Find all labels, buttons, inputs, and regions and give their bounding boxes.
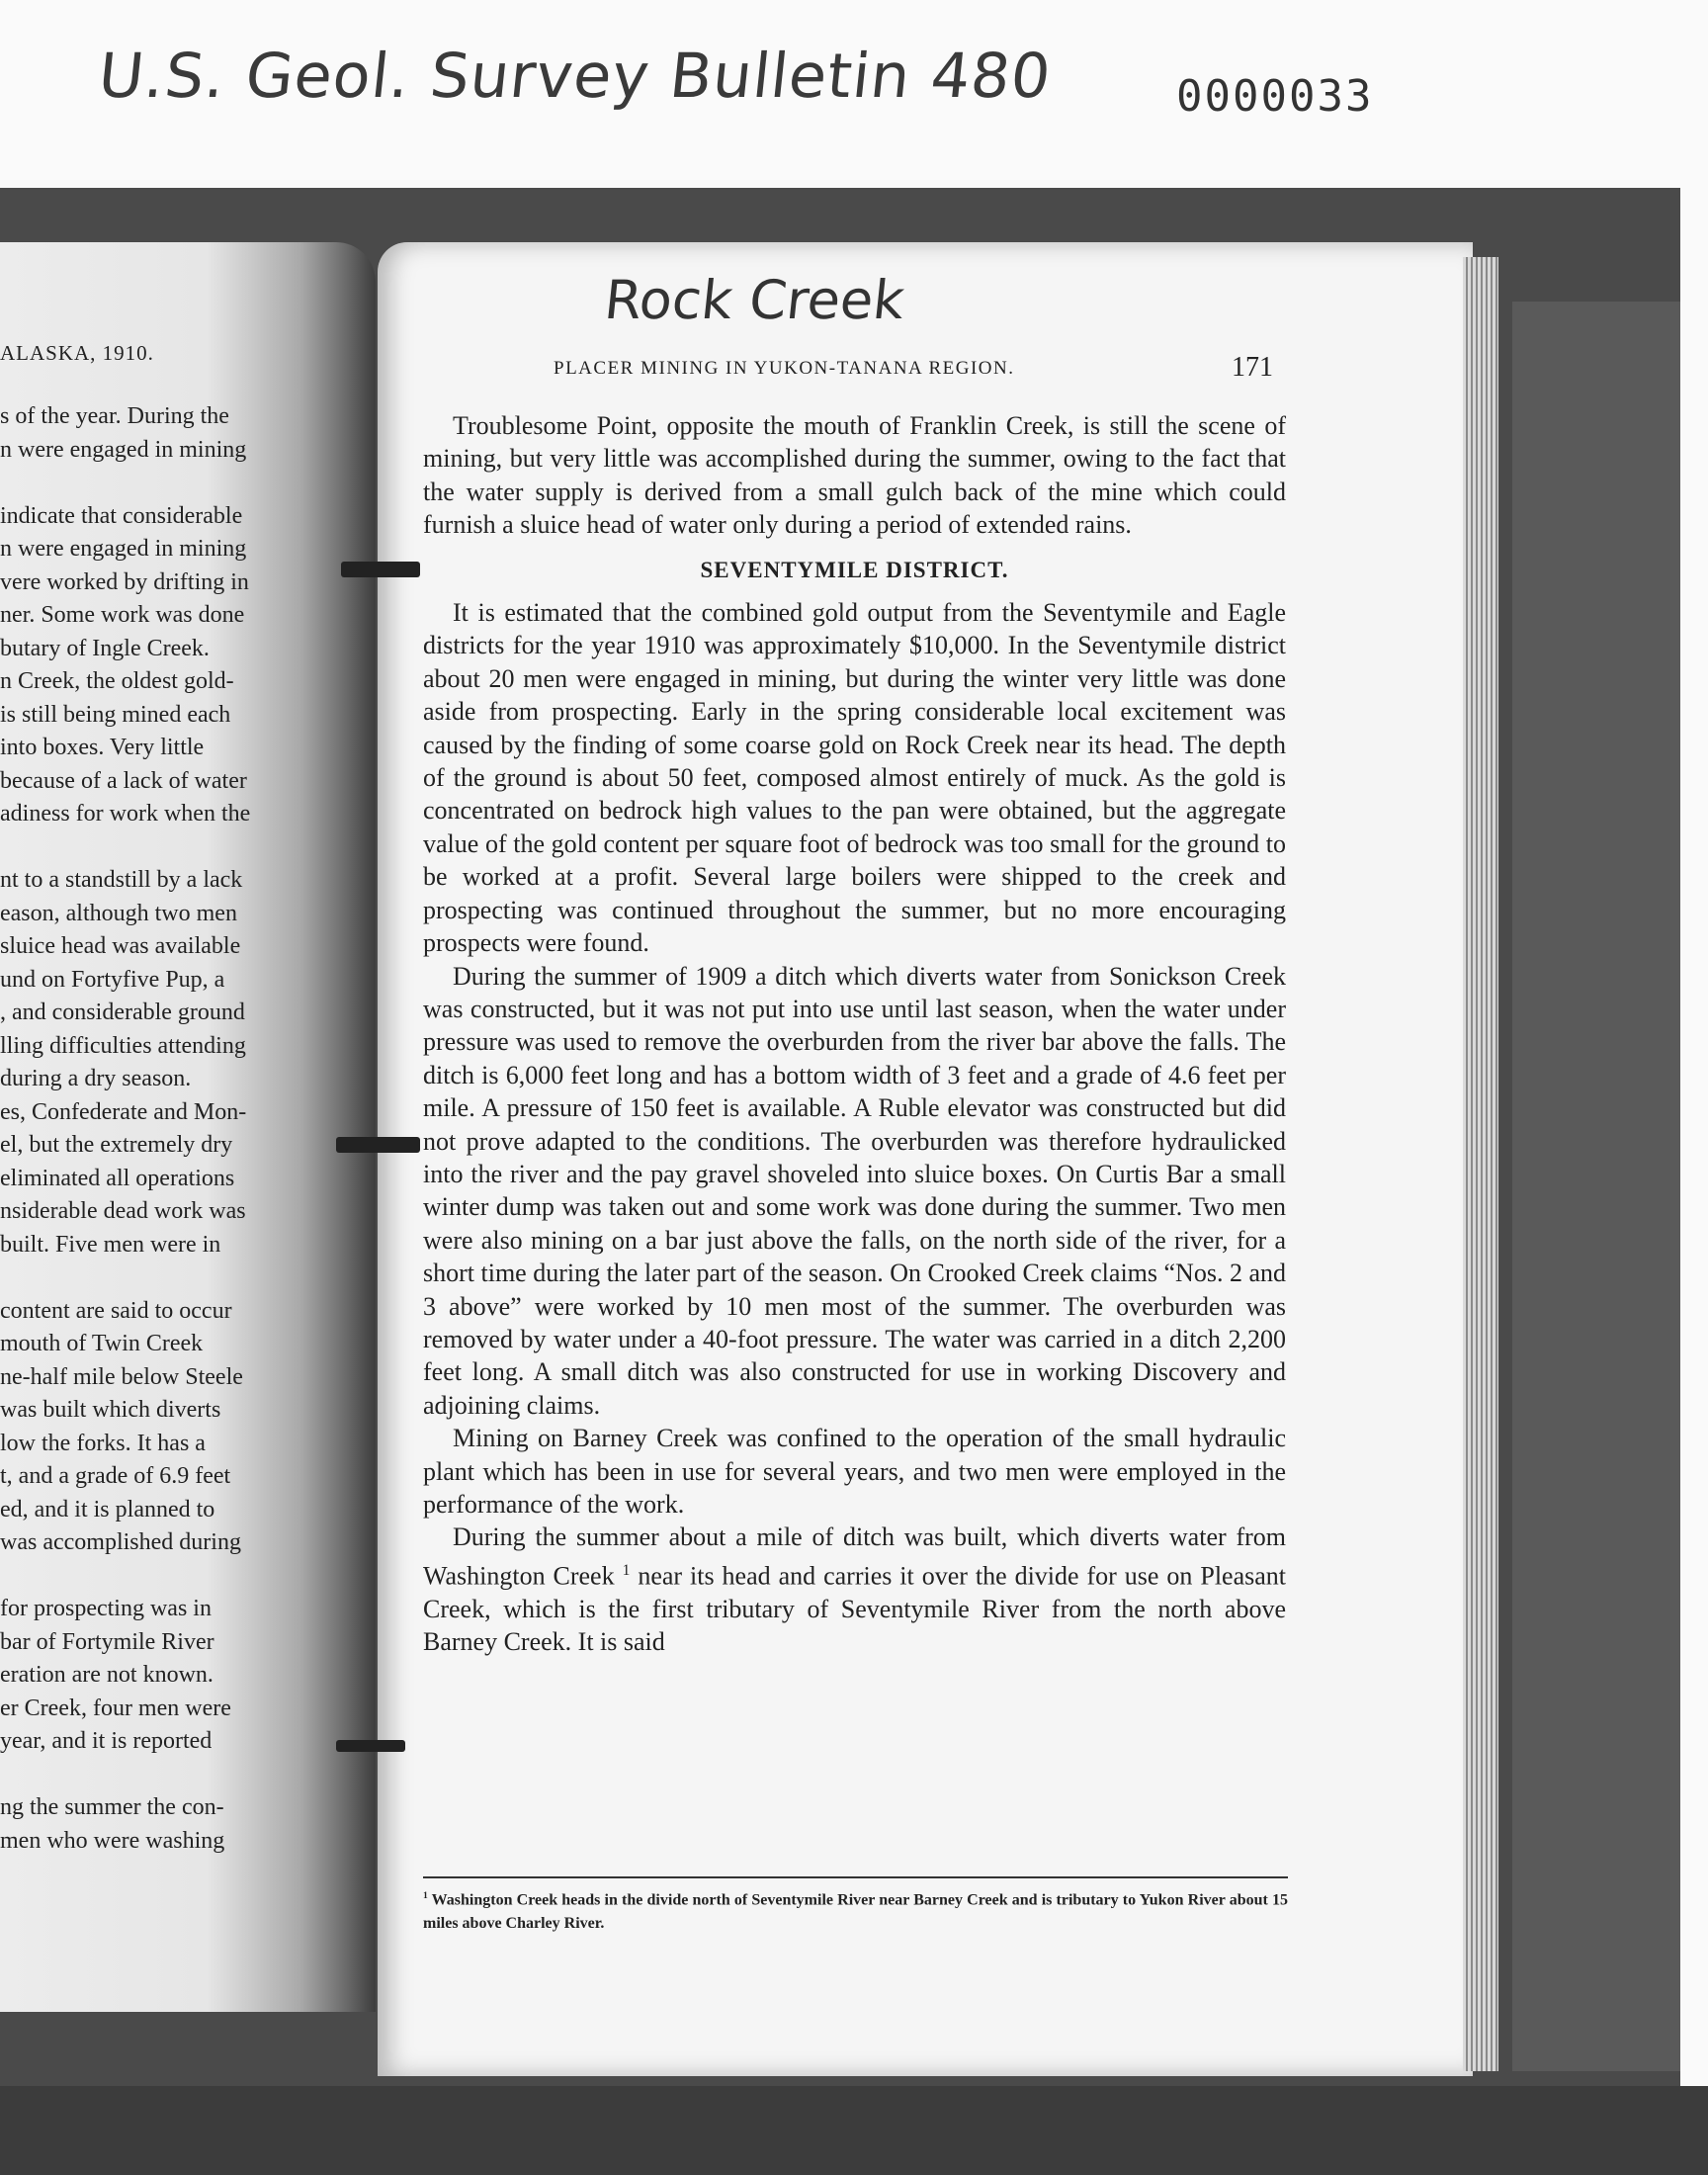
paragraph-1: It is estimated that the combined gold output from the Seventymile and Eagle districts for the year 1910 was approximately $10,000. In the Seventymile district about 20 men were engaged in mining, but during the winter very little was done aside from prospecting. Early in the spring considerable local excitement was caused by the finding of some coarse gold on Rock Creek near its head. The depth of the ground is about 50 feet, composed almost entirely of muck. As the gold is concentrated on bedrock high values to the pan were obtained, but the aggregate value of the gold content per square foot of bedrock was too small for the ground to be worked at a profit. Several large boilers were shipped to the creek and prospecting was continued throughout the summer, but no more encouraging prospects were found. bbox=[423, 598, 1286, 958]
left-page-line: vere worked by drifting in bbox=[0, 568, 249, 595]
footnote-marker: 1 bbox=[423, 1890, 428, 1901]
left-page-line bbox=[0, 1262, 336, 1295]
page-body bbox=[423, 409, 1286, 1659]
left-page-line: low the forks. It has a bbox=[0, 1430, 206, 1456]
footnote-ref: 1 bbox=[622, 1561, 631, 1579]
handwritten-page-title: Rock Creek bbox=[601, 269, 908, 331]
left-page-line: ed, and it is planned to bbox=[0, 1496, 215, 1522]
paragraph-2: During the summer of 1909 a ditch which diverts water from Sonickson Creek was constructed, but it was not put into use until last season, when the water under pressure was used to remove the overburden from the river bar above the falls. The ditch is 6,000 feet long and has a bottom width of 3 feet and a grade of 4.6 feet per mile. A pressure of 150 feet is available. A Ruble elevator was constructed but did not prove adapted to the conditions. The overburden was therefore hydraulicked into the river and the pay gravel shoveled into sluice boxes. On Curtis Bar a small winter dump was taken out and some work was done during the summer. Two men were also mining on a bar just above the falls, on the north side of the river, for a short time during the later part of the season. On Crooked Creek claims “Nos. 2 and 3 above” were worked by 10 men most of the summer. The overburden was removed by water under a 40-foot pressure. The water was carried in a ditch 2,200 feet long. A small ditch was also constructed for use in working Discovery and adjoining claims. bbox=[423, 961, 1286, 1420]
stamp-number: 0000033 bbox=[1176, 71, 1374, 122]
left-page-line: eason, although two men bbox=[0, 900, 237, 926]
left-page-line: bar of Fortymile River bbox=[0, 1628, 214, 1655]
left-page-line: was built which diverts bbox=[0, 1397, 221, 1423]
footnote bbox=[423, 1884, 1288, 1936]
left-page-line: is still being mined each bbox=[0, 701, 231, 728]
section-heading: SEVENTYMILE DISTRICT. bbox=[700, 557, 1009, 582]
paragraph-4 bbox=[423, 1521, 1286, 1658]
left-page-line bbox=[0, 467, 336, 500]
left-page-line: und on Fortyfive Pup, a bbox=[0, 966, 225, 993]
left-page-line: er Creek, four men were bbox=[0, 1695, 231, 1721]
left-page-line: ne-half mile below Steele bbox=[0, 1363, 243, 1390]
left-page-line: ner. Some work was done bbox=[0, 602, 245, 628]
page-number: 171 bbox=[1232, 352, 1273, 383]
left-running-head: ALASKA, 1910. bbox=[0, 341, 154, 365]
binding-clip bbox=[341, 562, 420, 577]
left-page-text bbox=[0, 400, 336, 1858]
left-page-line bbox=[0, 831, 336, 865]
left-page-line: content are said to occur bbox=[0, 1297, 232, 1324]
left-page-line: because of a lack of water bbox=[0, 767, 247, 794]
footnote-text: Washington Creek heads in the divide north of Seventymile River near Barney Creek and is tributary to Yukon River about 15 miles above Charley River. bbox=[423, 1891, 1288, 1933]
left-page-line: butary of Ingle Creek. bbox=[0, 635, 210, 661]
paragraph-4-start: During the summer about a mile of ditch was built, which diverts water from Washington Creek bbox=[423, 1522, 1286, 1591]
left-page-line: n Creek, the oldest gold- bbox=[0, 668, 234, 694]
running-head: PLACER MINING IN YUKON-TANANA REGION. bbox=[554, 358, 1015, 379]
left-page-line: into boxes. Very little bbox=[0, 735, 205, 760]
left-page-line: t, and a grade of 6.9 feet bbox=[0, 1463, 231, 1489]
left-page-line: was accomplished during bbox=[0, 1529, 241, 1555]
left-page-line: eration are not known. bbox=[0, 1662, 214, 1688]
binding-clip bbox=[336, 1137, 420, 1153]
scanner-backdrop-bottom bbox=[0, 2086, 1708, 2175]
left-page-line: lling difficulties attending bbox=[0, 1032, 246, 1059]
left-page-line bbox=[0, 1759, 336, 1792]
left-page-line: for prospecting was in bbox=[0, 1596, 212, 1621]
book-cover-edge bbox=[1512, 302, 1680, 2071]
left-page bbox=[0, 242, 376, 2012]
left-page-line: built. Five men were in bbox=[0, 1231, 221, 1258]
left-page-line: , and considerable ground bbox=[0, 1000, 245, 1025]
left-page-line: mouth of Twin Creek bbox=[0, 1331, 204, 1356]
paragraph-4-end: near its head and carries it over the divide for use on Pleasant Creek, which is the first tributary of Seventymile River from the north above Barney Creek. It is said bbox=[423, 1561, 1287, 1657]
left-page-line: adiness for work when the bbox=[0, 801, 251, 826]
left-page-line: el, but the extremely dry bbox=[0, 1132, 233, 1158]
left-page-line: men who were washing bbox=[0, 1827, 225, 1854]
handwritten-header: U.S. Geol. Survey Bulletin 480 bbox=[95, 40, 1056, 112]
left-page-line: n were engaged in mining bbox=[0, 436, 247, 463]
left-page-line: during a dry season. bbox=[0, 1066, 192, 1091]
left-page-line: nt to a standstill by a lack bbox=[0, 867, 243, 893]
left-page-line: ng the summer the con- bbox=[0, 1794, 224, 1820]
page-edges bbox=[1463, 257, 1498, 2071]
left-page-line: nsiderable dead work was bbox=[0, 1198, 246, 1224]
footnote-rule bbox=[423, 1876, 1288, 1878]
left-page-line: n were engaged in mining bbox=[0, 536, 247, 562]
paragraph-3: Mining on Barney Creek was confined to the operation of the small hydraulic plant which has been in use for several years, and two men were employed in the performance of the work. bbox=[423, 1424, 1286, 1519]
left-page-line: eliminated all operations bbox=[0, 1165, 235, 1191]
left-page-line: sluice head was available bbox=[0, 933, 241, 959]
left-page-line: es, Confederate and Mon- bbox=[0, 1098, 247, 1125]
left-page-line: s of the year. During the bbox=[0, 403, 229, 429]
left-page-line: year, and it is reported bbox=[0, 1728, 213, 1754]
left-page-line bbox=[0, 1560, 336, 1594]
binding-clip bbox=[336, 1740, 405, 1752]
left-page-line: indicate that considerable bbox=[0, 502, 243, 529]
paragraph-intro: Troublesome Point, opposite the mouth of Franklin Creek, is still the scene of mining, but very little was accomplished during the summer, owing to the fact that the water supply is derived from a small gulch back of the mine which could furnish a sluice head of water only during a period of extended rains. bbox=[423, 411, 1286, 540]
